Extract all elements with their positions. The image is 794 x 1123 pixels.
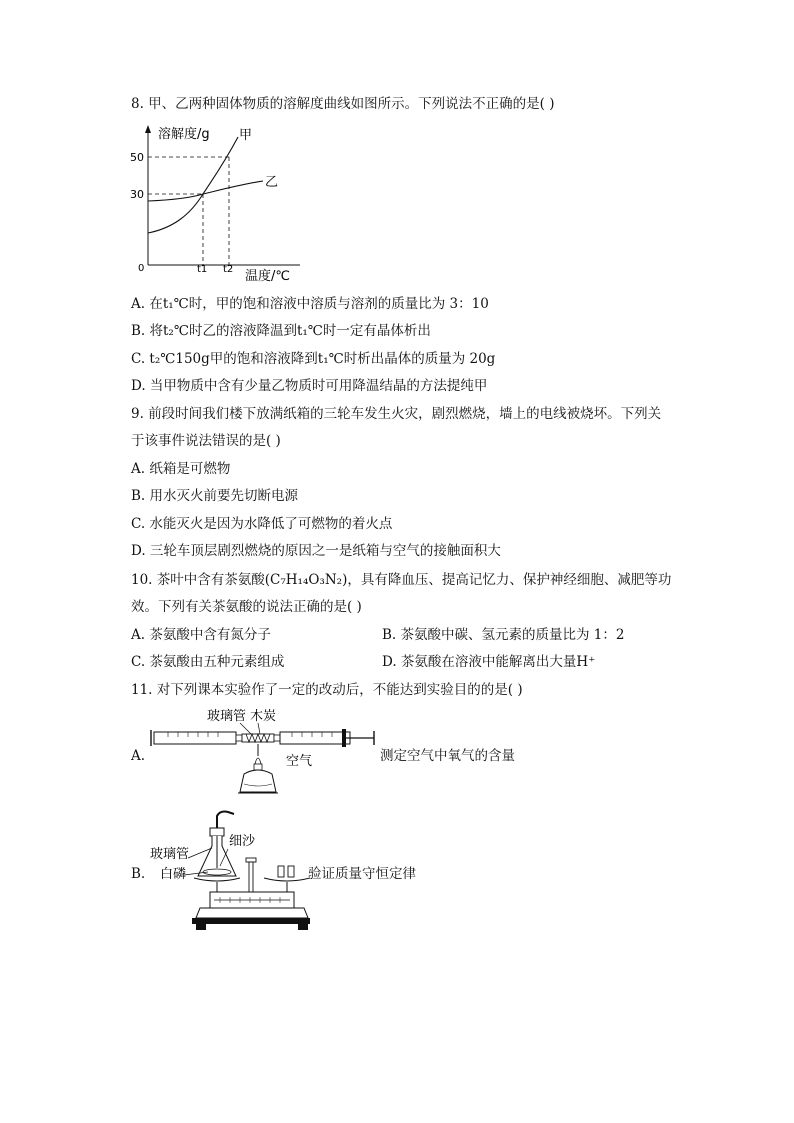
- origin-label: 0: [138, 263, 145, 274]
- q9-option-c: C. 水能灭火是因为水降低了可燃物的着火点: [131, 516, 393, 532]
- q11-option-a-purpose: 测定空气中氧气的含量: [380, 748, 515, 764]
- balance-apparatus-figure: [150, 808, 310, 936]
- alcohol-lamp: [240, 770, 276, 792]
- xtick-t2: t2: [223, 264, 234, 275]
- q10-option-a: A. 茶氨酸中含有氮分子: [131, 627, 271, 643]
- label-charcoal: 木炭: [250, 709, 277, 724]
- balance-base: [196, 908, 308, 918]
- syringe-apparatus-figure: [148, 704, 380, 798]
- series-jia-label: 甲: [239, 128, 253, 143]
- q10-option-b: B. 茶氨酸中碳、氢元素的质量比为 1：2: [382, 627, 625, 643]
- left-syringe-barrel: [154, 732, 236, 744]
- series-jia-curve: [148, 137, 238, 233]
- xtick-t1: t1: [197, 264, 208, 275]
- q10-stem-line1: 10. 茶叶中含有茶氨酸(C₇H₁₄O₃N₂)，具有降血压、提高记忆力、保护神经细胞、减肥等功: [131, 572, 672, 588]
- q8-option-b: B. 将t₂℃时乙的溶液降温到t₁℃时一定有晶体析出: [131, 323, 431, 339]
- y-axis-label: 溶解度/g: [158, 127, 210, 142]
- q10-option-c: C. 茶氨酸由五种元素组成: [131, 654, 285, 670]
- plunger-head: [342, 729, 346, 747]
- leader-tube: [240, 723, 251, 734]
- q11-option-b-purpose: 验证质量守恒定律: [308, 866, 416, 882]
- q8-option-c: C. t₂℃150g甲的饱和溶液降到t₁℃时析出晶体的质量为 20g: [131, 351, 496, 367]
- q9-stem-line1: 9. 前段时间我们楼下放满纸箱的三轮车发生火灾，剧烈燃烧，墙上的电线被烧坏。下列关: [131, 406, 662, 422]
- q11-option-b-letter: B.: [131, 866, 146, 882]
- right-syringe-barrel: [280, 732, 350, 744]
- q8-option-d: D. 当甲物质中含有少量乙物质时可用降温结晶的方法提纯甲: [131, 378, 488, 394]
- label-fine-sand: 细沙: [229, 834, 256, 849]
- y-axis-arrow: [145, 125, 151, 133]
- label-glass-tube: 玻璃管: [207, 709, 247, 724]
- label-white-phosphorus: 白磷: [160, 867, 187, 882]
- q10-stem-line2: 效。下列有关茶氨酸的说法正确的是( ): [131, 599, 362, 615]
- q9-option-b: B. 用水灭火前要先切断电源: [131, 488, 299, 504]
- label-glass-tube-b: 玻璃管: [150, 847, 190, 862]
- q8-stem: 8. 甲、乙两种固体物质的溶解度曲线如图所示。下列说法不正确的是( ): [131, 96, 555, 112]
- q9-stem-line2: 于该事件说法错误的是( ): [131, 433, 281, 449]
- stopper: [210, 828, 224, 836]
- ytick-50: 50: [130, 151, 144, 164]
- q11-option-a-letter: A.: [131, 748, 146, 764]
- x-axis-label: 温度/℃: [245, 269, 290, 284]
- weight-2: [288, 866, 294, 877]
- q9-option-a: A. 纸箱是可燃物: [131, 461, 231, 477]
- weight-1: [278, 866, 284, 877]
- q11-stem: 11. 对下列课本实验作了一定的改动后，不能达到实验目的的是( ): [131, 682, 523, 698]
- bent-tube: [217, 812, 234, 829]
- q9-option-d: D. 三轮车顶层剧烈燃烧的原因之一是纸箱与空气的接触面积大: [131, 543, 501, 559]
- leader-charcoal: [258, 723, 260, 734]
- q10-option-d: D. 茶氨酸在溶液中能解离出大量H⁺: [382, 654, 596, 670]
- solubility-chart: [128, 120, 308, 285]
- ytick-30: 30: [130, 188, 144, 201]
- series-yi-label: 乙: [265, 175, 279, 190]
- label-air: 空气: [286, 754, 313, 769]
- q8-option-a: A. 在t₁℃时，甲的饱和溶液中溶质与溶剂的质量比为 3：10: [131, 296, 489, 312]
